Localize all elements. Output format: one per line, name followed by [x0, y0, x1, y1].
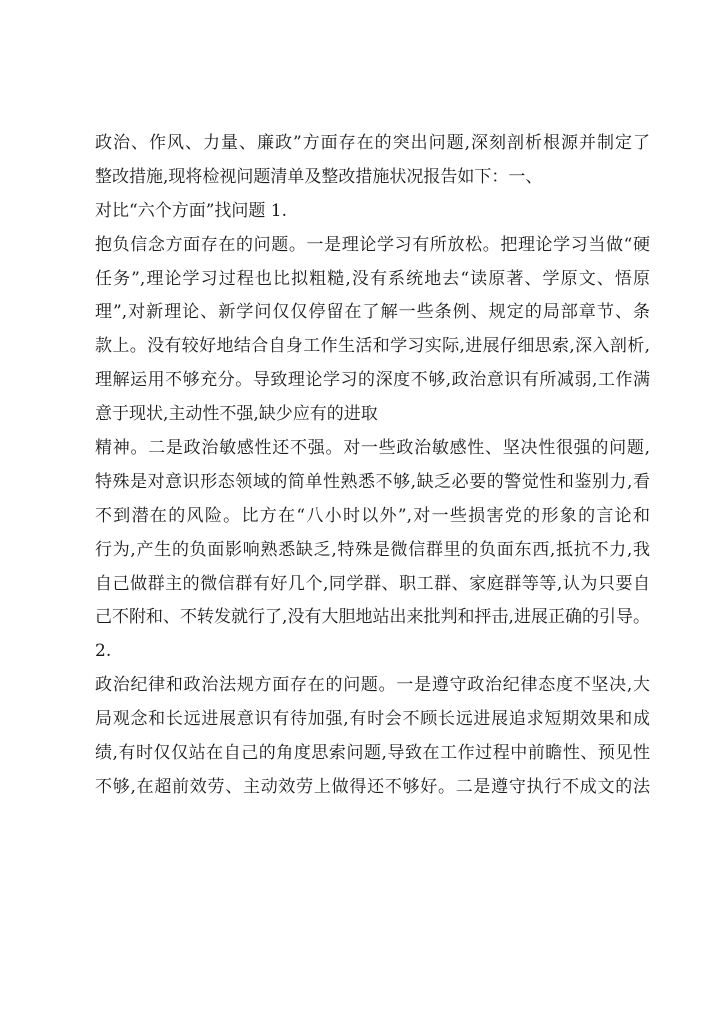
text-line: 任务”,理论学习过程也比拟粗糙,没有系统地去“读原著、学原文、悟原: [95, 268, 650, 289]
text-line: 整改措施,现将检视问题清单及整改措施状况报告如下：一、: [95, 166, 543, 187]
text-line: 绩,有时仅仅站在自己的角度思索问题,导致在工作过程中前瞻性、预见性: [95, 743, 650, 764]
text-line: 自己做群主的微信群有好几个,同学群、职工群、家庭群等等,认为只要自: [95, 573, 650, 594]
text-line: 意于现状,主动性不强,缺少应有的进取: [95, 404, 378, 425]
text-line: 抱负信念方面存在的问题。一是理论学习有所放松。把理论学习当做“硬: [95, 234, 650, 255]
text-line: 政治、作风、力量、廉政”方面存在的突出问题,深刻剖析根源并制定了: [95, 133, 650, 153]
text-line: 不到潜在的风险。比方在“八小时以外”,对一些损害党的形象的言论和: [95, 505, 650, 526]
text-line: 特殊是对意识形态领域的简单性熟悉不够,缺乏必要的警觉性和鉴别力,看: [95, 471, 650, 492]
text-line: 不够,在超前效劳、主动效劳上做得还不够好。二是遵守执行不成文的法: [95, 776, 650, 797]
text-line: 款上。没有较好地结合自身工作生活和学习实际,进展仔细思索,深入剖析,: [95, 336, 650, 357]
text-line: 理解运用不够充分。导致理论学习的深度不够,政治意识有所减弱,工作满: [95, 370, 650, 391]
text-line: 行为,产生的负面影响熟悉缺乏,特殊是微信群里的负面东西,抵抗不力,我: [95, 539, 650, 560]
document-body: [95, 127, 650, 805]
text-line: 对比“六个方面”找问题 1.: [95, 200, 288, 221]
text-line: 2.: [95, 641, 112, 662]
text-line: 精神。二是政治敏感性还不强。对一些政治敏感性、坚决性很强的问题,: [95, 438, 650, 459]
text-line: 局观念和长远进展意识有待加强,有时会不顾长远进展追求短期效果和成: [95, 709, 650, 730]
text-line: 理”,对新理论、新学问仅仅停留在了解一些条例、规定的局部章节、条: [95, 302, 650, 323]
text-line: 政治纪律和政治法规方面存在的问题。一是遵守政治纪律态度不坚决,大: [95, 675, 650, 696]
text-line: 己不附和、不转发就行了,没有大胆地站出来批判和抨击,进展正确的引导。: [95, 607, 650, 628]
